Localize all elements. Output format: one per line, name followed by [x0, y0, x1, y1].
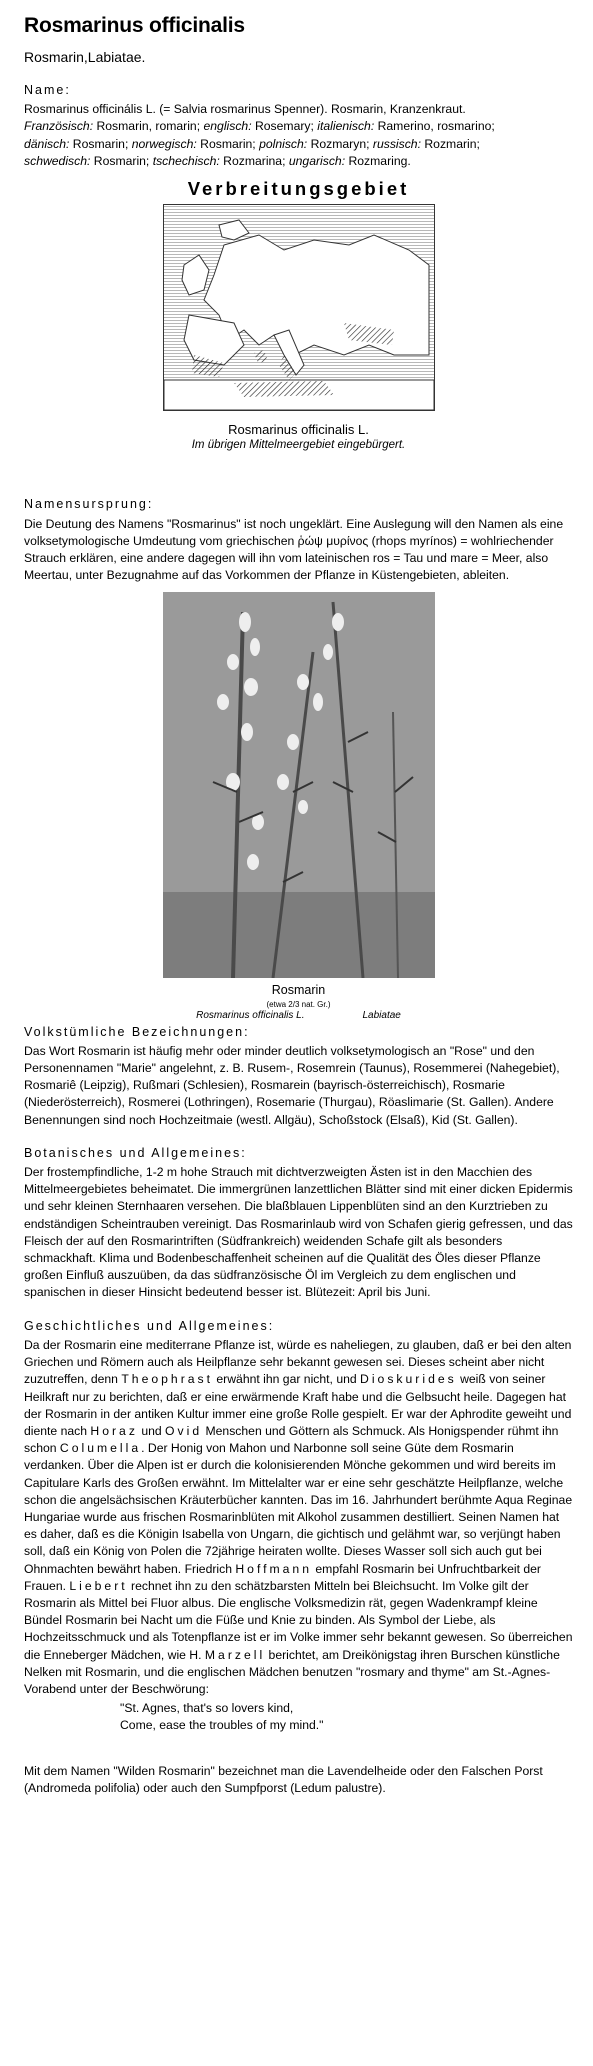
text-run: erwähnt ihn gar nicht, und [213, 1372, 361, 1387]
text-run: empfahl Rosmarin bei Unfruchtbarkeit der Frauen. [24, 1561, 541, 1593]
lang-value: Rosmarin; [90, 153, 153, 168]
distribution-caption: Rosmarinus officinalis L. [228, 422, 369, 438]
distribution-note: Im übrigen Mittelmeergebiet eingebürgert. [191, 439, 406, 452]
lang-label: russisch: [372, 136, 421, 151]
text-run: Menschen und Göttern als Schmuck. Als Honigspender rühmt ihn schon [24, 1423, 559, 1456]
text-run: rechnet ihn zu den schätzbarsten Mitteln bei Bleichsucht. Im Volke gilt der Rosmarin als Mittel bei Fluor albus. Die englische Volksmedizin rät, gegen Wadenkrampf kleine Bündel Rosmarin bei Nacht um die Füße und Knie zu binden. Als Symbol der Liebe, als Hochzeitsschmuck und als Totenpflanze ist er im Volke immer sehr bekannt gewesen. So überreichen die Enneberger Mädchen, wie H. [24, 1578, 573, 1662]
lang-value: Rosemary; [251, 119, 318, 134]
distribution-title: Verbreitungsgebiet [187, 178, 410, 200]
lang-value: Rozmarina; [219, 153, 289, 168]
rosemary-photo [163, 592, 435, 978]
text-run: Da der Rosmarin eine mediterrane Pflanze ist, würde es naheliegen, zu glauben, daß er bei den alten Griechen und Römern auch als Heilpflanze sehr bekannt gewesen sei. Dieses scheint aber nicht zuzutreffen, denn [24, 1337, 572, 1387]
author-name: Liebert [69, 1578, 128, 1593]
lang-label: schwedisch: [24, 153, 91, 168]
folk-names-heading: Volkstümliche Bezeichnungen: [24, 1024, 250, 1039]
author-name: Hoffmann [235, 1561, 312, 1576]
folk-names-text: Das Wort Rosmarin ist häufig mehr oder minder deutlich volksetymologisch an "Rose" und den Personennamen "Marie" angelehnt, z. B. Rusem-, Rosemrein (Taunus), Rosemmerei (Nahegebiet), Rosmariê (Leipzig), Rußmari (Schlesien), Rosmarein (bayrisch-österreichisch), Rosmarie (Niederösterreich), Rosmerei (Lothringen), Rosemarie (Thurgau), Röaslimarie (St. Gallen). Andere Benennungen sind noch Hochzeitmaie (westl. Allgäu), Schoßstock (Elsaß), Kid (St. Gallen). [24, 1043, 560, 1127]
author-name: Dioskurides [360, 1372, 457, 1387]
lang-label: ungarisch: [288, 153, 346, 168]
lang-label: polnisch: [259, 136, 308, 151]
page-title: Rosmarinus officinalis [24, 14, 245, 37]
lang-value: Ramerino, rosmarino; [374, 119, 495, 134]
text-run: berichtet, am Dreikönigstag ihren Burschen künstliche Nelken mit Rosmarin, und die englischen Mädchen benutzen "rosmary and thyme" am St.-Agnes-Vorabend unter der Beschwörung: [24, 1647, 560, 1696]
plant-illustration [163, 592, 435, 978]
botany-heading: Botanisches und Allgemeines: [24, 1145, 247, 1160]
lang-value: Rozmaring. [345, 153, 411, 168]
lang-label: norwegisch: [131, 136, 197, 151]
author-name: Horaz [90, 1423, 138, 1438]
lang-value: Rosmarin; [69, 136, 132, 151]
text-run: und [137, 1423, 166, 1438]
lang-label: dänisch: [24, 136, 70, 151]
name-line: Rosmarinus officinális L. (= Salvia rosmarinus Spenner). Rosmarin, Kranzenkraut. [24, 102, 466, 117]
quote-line: "St. Agnes, that's so lovers kind, [120, 1701, 294, 1716]
distribution-map [163, 204, 435, 411]
lang-label: italienisch: [317, 119, 375, 134]
text-run: . Der Honig von Mahon und Narbonne soll seine Güte dem Rosmarin verdanken. Über die Alpen ist er durch die kolonisierenden Mönche gekommen und wird bereits im Capitulare Karls des Großen erwähnt. Im Mittelalter war er eine sehr geschätzte Heilpflanze, welche schon die angelsächsischen Kräuterbücher kannten. Das im 16. Jahrhundert berühmte Aqua Reginae Hungariae wurde aus frischen Rosmarinblüten mit Alkohol zusammen destilliert. Seinen Namen hat es daher, daß es die Königin Isabella von Ungarn, die gichtisch und gelähmt war, so verjüngt haben soll, daß ein König von Polen die 72jährige heiraten wollte. Dieses Wasser soll sich auch gut bei Ohnmachten bewährt haben. Friedrich [24, 1441, 573, 1576]
history-text [24, 1337, 573, 1698]
closing-paragraph: Mit dem Namen "Wilden Rosmarin" bezeichnet man die Lavendelheide oder den Falschen Porst (Andromeda polifolia) oder auch den Sumpfporst (Ledum palustre). [24, 1763, 543, 1795]
text-run: weiß von seiner Heilkraft nur zu berichten, daß er eine erwärmende Kraft habe und die Gelbsucht heile. Dagegen hat der Rosmarin in der antiken Kultur immer eine große Rolle gespielt. Er war der Aphrodite geweiht und diente nach [24, 1372, 572, 1438]
author-name: Ovid [165, 1423, 203, 1438]
lang-value: Rozmaryn; [307, 136, 373, 151]
author-name: Marzell [204, 1647, 266, 1662]
lang-value: Rozmarin; [420, 136, 480, 151]
lang-value: Rosmarin; [196, 136, 260, 151]
botany-text: Der frostempfindliche, 1-2 m hohe Strauch mit dichtverzweigten Ästen ist in den Macchien des Mittelmeergebietes beheimatet. Die immergrünen lanzettlichen Blätter sind mit einer dicken Epidermis und sehr kleinen Sternhaaren versehen. Die blaßblauen Lippenblüten sind an den Kurztrieben zu endständigen Scheintrauben vereinigt. Das Rosmarinlaub wird von Schafen gierig gefressen, und das Fleisch der auf den Rosmarintriften (Südfrankreich) weidenden Schafe gilt als besonders schmackhaft. Klima und Bodenbeschaffenheit scheinen auf die Qualität des Öles dieser Pflanze großen Einfluß auszuüben, da das südfranzösische Öl im Vergleich zu dem englischen und spanischen in dieser Hinsicht bedeutend besser ist. Blütezeit: April bis Juni. [24, 1165, 573, 1300]
author-name: Columella [59, 1441, 142, 1456]
map-illustration [164, 205, 434, 410]
photo-scale: (etwa 2/3 nat. Gr.) [266, 999, 331, 1009]
lang-label: tschechisch: [152, 153, 220, 168]
photo-caption-row [24, 1010, 573, 1022]
quote-line: Come, ease the troubles of my mind." [120, 1718, 324, 1733]
history-heading: Geschichtliches und Allgemeines: [24, 1318, 275, 1333]
photo-title: Rosmarin [271, 983, 326, 998]
name-heading: Name: [24, 83, 71, 97]
photo-family: Labiatae [362, 1009, 401, 1021]
lang-value: Rosmarin, romarin; [93, 119, 204, 134]
lang-label: Französisch: [24, 119, 94, 134]
origin-heading: Namensursprung: [24, 497, 154, 512]
name-paragraph [24, 101, 573, 170]
photo-latin: Rosmarinus officinalis L. [196, 1009, 305, 1021]
origin-text: Die Deutung des Namens "Rosmarinus" ist noch ungeklärt. Eine Auslegung will den Namen als eine volksetymologische Umdeutung vom griechischen ῥώψ μυρίνος (rhops myrínos) = wohlriechender Strauch erklären, eine andere dagegen will ihn vom lateinischen ros = Tau und mare = Meer, also Meertau, unter Bezugnahme auf das Vorkommen der Pflanze in Küstengebieten, ableiten. [24, 516, 564, 583]
page-subtitle: Rosmarin,Labiatae. [24, 49, 146, 65]
lang-label: englisch: [203, 119, 252, 134]
author-name: Theophrast [121, 1372, 214, 1387]
